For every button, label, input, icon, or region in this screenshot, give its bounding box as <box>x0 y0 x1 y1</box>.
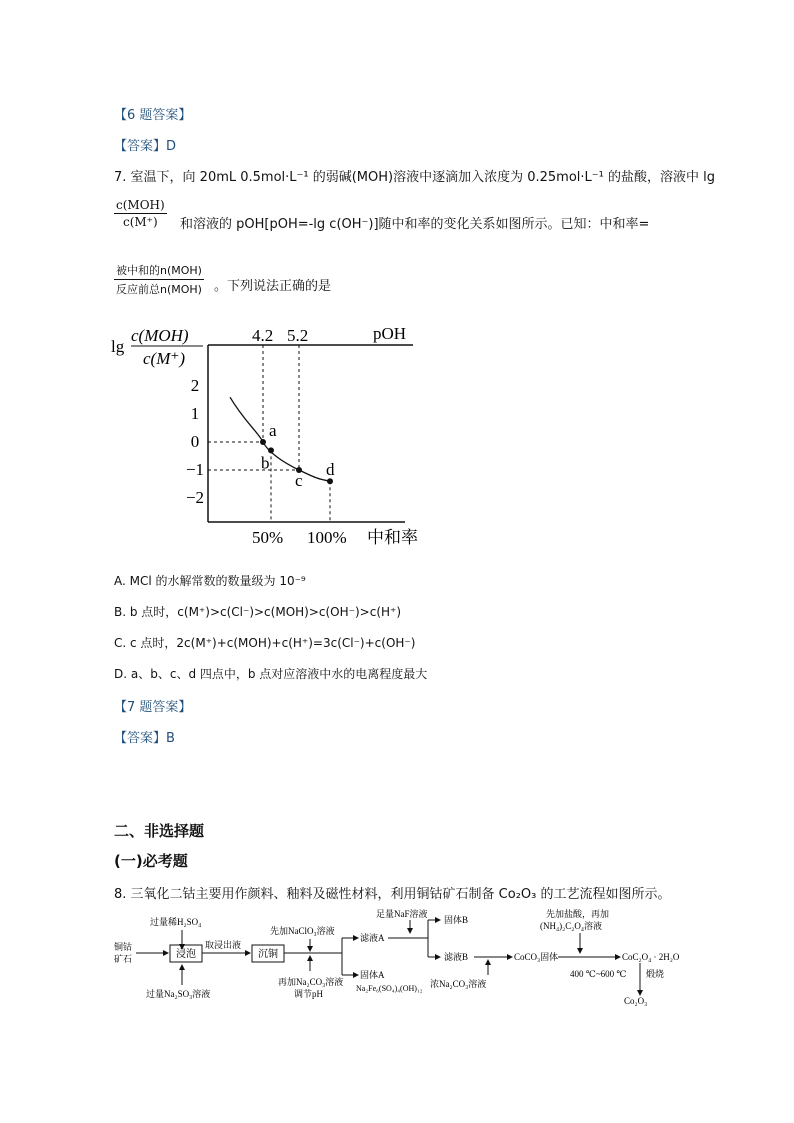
flow-calc: 煅烧 <box>646 969 665 979</box>
flow-product: CoC₂O₄ · 2H₂O <box>622 952 680 962</box>
flow-coco3: CoCO₃固体 <box>514 952 559 962</box>
flow-add1: 先加NaClO₃溶液 <box>270 926 335 936</box>
q7-option-a: A. MCl 的水解常数的数量级为 10⁻⁹ <box>114 574 306 588</box>
section-title: 二、非选择题 <box>114 822 205 840</box>
chart-point-label-c: c <box>295 471 303 490</box>
q6-answer: 【答案】D <box>114 139 177 154</box>
chart-y-tick-label: 1 <box>190 404 200 423</box>
chart-y-tick-label: 2 <box>190 376 200 395</box>
chart-top-axis-label: pOH <box>373 324 407 343</box>
q7-stem-line1: 7. 室温下，向 20mL 0.5mol·L⁻¹ 的弱碱(MOH)溶液中逐滴加入浓度为 0.25mol·L⁻¹ 的盐酸，溶液中 lg <box>114 170 715 185</box>
chart-ylabel-num: c(MOH) <box>131 326 189 345</box>
chart-point-label-b: b <box>261 453 270 473</box>
q7-stem-line2: 和溶液的 pOH[pOH=-lg c(OH⁻)]随中和率的变化关系如图所示。已知：中和率= <box>180 217 650 232</box>
chart-x-axis-label: 中和率 <box>367 528 418 547</box>
chart-point-label-a: a <box>269 421 277 440</box>
flow-start-line2: 矿石 <box>114 954 133 964</box>
chart-x-tick-label: 100% <box>307 528 347 547</box>
flow-box-leach-label: 浸泡 <box>176 949 196 960</box>
flow-add2b: 调节pH <box>294 989 323 999</box>
q7-answer: 【答案】B <box>114 731 175 746</box>
flow-calc-temp: 400 ℃~600 ℃ <box>570 969 627 979</box>
q7-fraction-2-den: 反应前总n(MOH) <box>116 283 202 296</box>
flow-box-copper-label: 沉铜 <box>258 949 278 960</box>
flow-add3a: 先加盐酸，再加 <box>546 909 610 919</box>
q7-heading: 【7 题答案】 <box>114 700 192 715</box>
flow-solid-a-formula: Na₂Fe₆(SO₄)₄(OH)₁₂ <box>356 984 423 993</box>
chart-ylabel-prefix: lg <box>111 337 125 356</box>
q7-stem-line3: 。下列说法正确的是 <box>214 279 332 294</box>
q6-heading: 【6 题答案】 <box>114 108 192 123</box>
chart-point-label-d: d <box>326 460 335 480</box>
chart-top-tick-label: 4.2 <box>252 326 274 345</box>
q7-fraction-1 <box>114 198 167 229</box>
flow-add3b: (NH₄)₂C₂O₄溶液 <box>540 921 603 931</box>
q7-fraction-1-num: c(MOH) <box>116 198 165 212</box>
chart-y-tick-label: 0 <box>190 432 200 451</box>
flow-solid-a: 固体A <box>360 970 385 980</box>
q7-fraction-2 <box>114 262 204 297</box>
q7-option-c: C. c 点时，2c(M⁺)+c(MOH)+c(H⁺)=3c(Cl⁻)+c(OH⁻) <box>114 636 416 650</box>
chart-curve <box>230 397 330 481</box>
flow-final: Co₂O₃ <box>624 996 648 1006</box>
chart-x-tick-label: 50% <box>252 528 284 547</box>
q7-option-b: B. b 点时，c(M⁺)>c(Cl⁻)>c(MOH)>c(OH⁻)>c(H⁺) <box>114 605 402 619</box>
chart-point-a <box>260 439 266 445</box>
q8-process-flow <box>110 905 700 1015</box>
q7-fraction-2-num: 被中和的n(MOH) <box>114 262 204 280</box>
chart-ylabel-den: c(M⁺) <box>143 349 186 368</box>
q7-fraction-1-den: c(M⁺) <box>122 215 158 229</box>
chart-y-tick-label: −2 <box>185 488 205 507</box>
q7-option-d: D. a、b、c、d 四点中，b 点对应溶液中水的电离程度最大 <box>114 667 428 681</box>
q8-stem: 8. 三氧化二钴主要用作颜料、釉料及磁性材料，利用铜钴矿石制备 Co₂O₃ 的工艺流程如图所示。 <box>114 887 671 902</box>
q7-chart <box>105 322 435 552</box>
flow-solid-b: 固体B <box>444 915 469 925</box>
flow-step1: 取浸出液 <box>205 940 242 950</box>
flow-add2: 再加Na₂CO₃溶液 <box>278 977 344 987</box>
flow-reducer: 过量Na₂SO₃溶液 <box>146 989 211 999</box>
flow-filtrate-b: 滤液B <box>444 952 469 962</box>
section-subtitle: (一)必考题 <box>114 852 188 870</box>
chart-y-tick-label: −1 <box>185 460 205 479</box>
chart-top-tick-label: 5.2 <box>287 326 309 345</box>
flow-start-line1: 铜钴 <box>114 942 133 952</box>
flow-na2co3: 浓Na₂CO₃溶液 <box>430 979 487 989</box>
flow-naf: 足量NaF溶液 <box>376 909 428 919</box>
flow-filtrate-a: 滤液A <box>360 933 385 943</box>
flow-acid: 过量稀H₂SO₄ <box>150 917 202 927</box>
